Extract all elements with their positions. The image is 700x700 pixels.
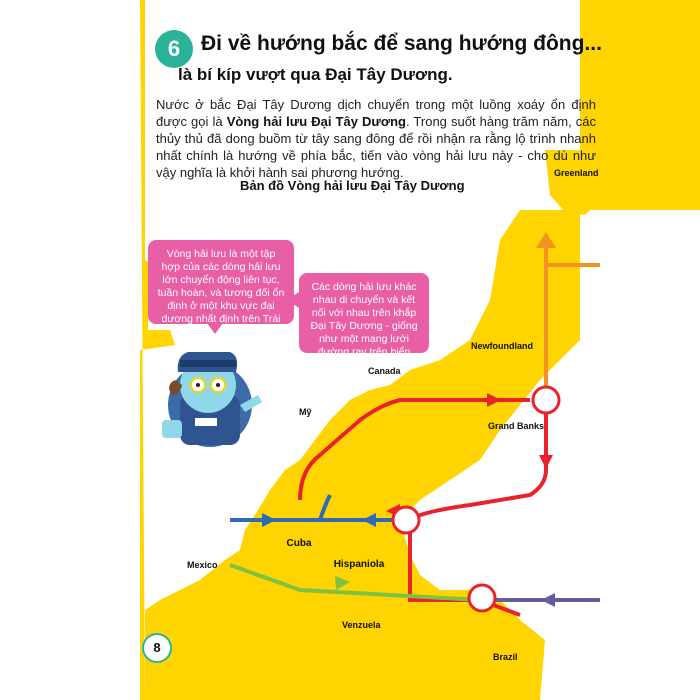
label-hispaniola: Hispaniola bbox=[329, 558, 389, 572]
intro-text-2: . Trong suốt hàng trăm năm, các thủy thủ đã dong buồm từ tây sang đông để rồi nhận ra rằng lộ trình nhanh nhất chính là hướng về phía bắc, tiến vào vòng hải lưu này - cho dù như vậy nghĩa là khởi hành sai phương hướng. bbox=[156, 114, 596, 180]
label-venzuela: Venzuela bbox=[342, 620, 381, 630]
captain-character bbox=[162, 352, 262, 447]
label-cuba: Cuba bbox=[254, 537, 344, 551]
intro-paragraph bbox=[156, 96, 596, 181]
speech-bubble-tail bbox=[287, 292, 299, 308]
label-mexico: Mexico bbox=[187, 560, 218, 570]
speech-bubble-gyre-definition: Vòng hải lưu là một tập hợp của các dòng hải lưu lớn chuyển động liên tục, tuần hoàn, và tương đối ổn định ở một khu vực đại dương nhất định trên Trái Đất. bbox=[148, 240, 294, 324]
chapter-title: Đi về hướng bắc để sang hướng đông... bbox=[201, 32, 602, 55]
station-caribbean bbox=[469, 585, 495, 611]
label-brazil: Brazil bbox=[493, 652, 518, 662]
intro-text-1: Nước ở bắc Đại Tây Dương dịch chuyển trong một luồng xoáy ổn định được gọi là bbox=[156, 97, 596, 129]
chapter-subtitle: là bí kíp vượt qua Đại Tây Dương. bbox=[178, 65, 453, 84]
speech-bubble-currents-network: Các dòng hải lưu khác nhau di chuyển và kết nối với nhau trên khắp Đại Tây Dương - giống như một mạng lưới đường ray trên biển vậy. bbox=[299, 273, 429, 353]
label-canada: Canada bbox=[368, 366, 401, 376]
page-number: 8 bbox=[142, 633, 172, 663]
label-newfoundland: Newfoundland bbox=[471, 341, 533, 351]
intro-highlight: Vòng hải lưu Đại Tây Dương bbox=[226, 114, 406, 129]
label-my: Mỹ bbox=[299, 407, 312, 417]
label-grand-banks: Grand Banks bbox=[488, 421, 545, 431]
label-greenland: Greenland bbox=[554, 168, 599, 178]
station-cuba bbox=[393, 507, 419, 533]
station-grand-banks bbox=[533, 387, 559, 413]
chapter-number-badge: 6 bbox=[155, 30, 193, 68]
speech-bubble-tail bbox=[207, 323, 223, 334]
map-title: Bản đồ Vòng hải lưu Đại Tây Dương bbox=[240, 178, 465, 193]
